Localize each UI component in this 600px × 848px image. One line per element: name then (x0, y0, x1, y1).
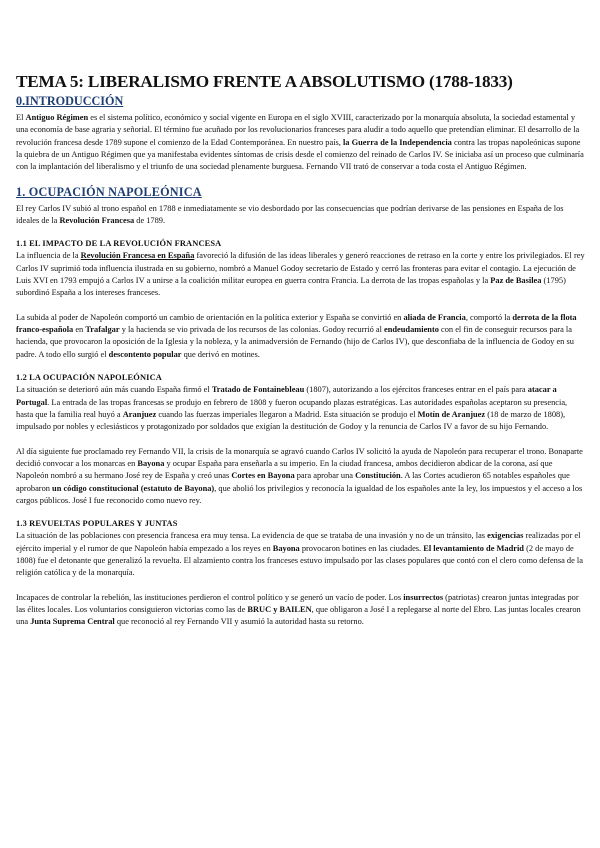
document-title: TEMA 5: LIBERALISMO FRENTE A ABSOLUTISMO (1788-1833) (16, 72, 513, 91)
text-run: cuando las fuerzas imperiales llegaron a Madrid. Esta situación se produjo el (156, 409, 418, 419)
paragraph-revueltas-1 (16, 530, 586, 579)
bold-term: Bayona (137, 458, 165, 468)
bold-term: Trafalgar (85, 325, 120, 335)
text-run: en (73, 325, 86, 335)
bold-term: endeudamiento (384, 325, 439, 335)
document-page (16, 72, 586, 629)
bold-term: Tratado de Fontainebleau (211, 385, 305, 395)
heading-ocupacion: 1.2 LA OCUPACIÓN NAPOLEÓNICA (16, 373, 162, 383)
paragraph-ocupacion-1 (16, 384, 586, 433)
text-run: y ocupar España para enseñarla a su imperio. En la ciudad francesa, ambos decidieron abdicar de la corona, así que Napoleón nombró a su hermano José rey de España y creó unas (16, 458, 553, 481)
heading-introduccion: 0.INTRODUCCIÓN (16, 94, 124, 108)
text-run: . A las Cortes acudieron 65 notables españoles que aprobaron (16, 471, 570, 493)
text-run: favoreció la difusión de las ideas liberales y generó reacciones de retraso en la corte y entre los privilegiados. El rey Carlos IV suprimió toda influencia ilustrada en su gobierno, nombró a Manuel Godoy secretario de Estado y cerró las fronteras para evitar el contagio. La ejecución de Luis XVI en 1793 empujó a Carlos IV a unirse a la coalición militar europea en guerra contra Francia. La derrota de las tropas españolas y la (16, 251, 585, 286)
bold-term: la Guerra de la Independencia (342, 137, 452, 147)
bold-term: El levantamiento de Madrid (423, 543, 524, 553)
text-run: (1795) subordinó España a los intereses franceses. (16, 276, 566, 298)
bold-term: Paz de Basilea (490, 276, 542, 286)
text-run: de 1789. (134, 216, 166, 226)
paragraph-impacto-2 (16, 312, 586, 361)
bold-term: Antiguo Régimen (25, 113, 89, 122)
bold-term: Aranjuez (122, 409, 157, 419)
text-run: es el sistema político, económico y social vigente en Europa en el siglo XVIII, caracterizado por la monarquía absoluta, la sociedad estamental y una economía de base agraria y señorial. El término fue acuñado por los revolucionarios franceses para aludir a todo aquello que pretendían eliminar. El desarrollo de la revolución francesa desde 1789 supone el comienzo de la Edad Contemporánea. En nuestro país, (16, 113, 580, 147)
text-run: La subida al poder de Napoleón comportó un cambio de orientación en la política exterior y España se convirtió en (16, 312, 404, 322)
bold-term: Revolución Francesa en España (80, 251, 195, 261)
text-run: (1807), autorizando a los ejércitos franceses entrar en el país para (304, 385, 528, 395)
text-run: realizadas por el ejército imperial y el rumor de que Napoleón había empezado a los reyes en (16, 531, 581, 553)
text-run: , que obligaron a José I a replegarse al norte del Ebro. Las juntas locales crearon una (16, 604, 581, 627)
paragraph-intro (16, 112, 586, 174)
bold-term: derrota de la flota franco-española (16, 312, 577, 335)
heading-revueltas: 1.3 REVUELTAS POPULARES Y JUNTAS (16, 519, 178, 529)
bold-term: BRUC y BAILEN (247, 604, 312, 614)
bold-term: Bayona (272, 543, 300, 553)
bold-term: Constitución (355, 471, 401, 481)
bold-term: exigencias (487, 531, 524, 541)
text-run: Incapaces de controlar la rebelión, las instituciones perdieron el control político y se generó un vacío de poder. Los (16, 592, 404, 602)
bold-term: aliada de Francia (403, 312, 466, 322)
text-run: El (16, 113, 26, 122)
text-run: (patriotas) crearon juntas integradas por las élites locales. Los voluntarios consiguieron victorias como las de (16, 592, 579, 614)
bold-term: Motín de Aranjuez (417, 409, 486, 419)
text-run: El rey Carlos IV subió al trono español en 1788 e inmediatamente se vio desbordado por las consecuencias que podrían derivarse de las pensiones en España de los ideales de la (16, 203, 564, 226)
text-run: y la hacienda se vio privada de los recursos de las colonias. Godoy recurrió al (119, 325, 385, 335)
heading-impacto-revolucion: 1.1 EL IMPACTO DE LA REVOLUCIÓN FRANCESA (16, 239, 222, 249)
text-run: contra las tropas napoleónicas supone la quiebra de un Antiguo Régimen que ya manifestaba evidentes síntomas de crisis desde el comienzo del reinado de Carlos IV. Se iniciaba así un proceso que culminaría con la implantación del liberalismo y el triunfo de una sociedad plenamente burguesa. Fernando VII trató de conservar a toda costa el Antiguo Régimen. (16, 137, 584, 172)
bold-term: insurrectos (403, 592, 444, 602)
text-run: para aprobar una (294, 471, 356, 481)
text-run: (2 de mayo de 1808) fue el detonante que generalizó la revuelta. El alzamiento contra los franceses estuvo impulsado por las clases populares que contó con el clero como defensa de la religión católica y de la monarquía. (16, 543, 583, 578)
text-run: , comportó la (465, 312, 513, 322)
text-run: Al día siguiente fue proclamado rey Fernando VII, la crisis de la monarquía se agravó cuando Carlos IV solicitó la ayuda de Napoleón para recuperar el trono. Bonaparte decidió convocar a los monarcas en (16, 446, 583, 468)
text-run: . La entrada de las tropas francesas se produjo en febrero de 1808 y fueron ocupando plazas estratégicas. Las autoridades españolas aceptaron su presencia, hasta que la familia real huyó a (16, 397, 568, 419)
text-run: La situación se deterioró aún más cuando España firmó el (16, 385, 212, 395)
bold-term: atacar a Portugal (16, 385, 557, 407)
bold-term: un código constitucional (estatuto de Bayona) (52, 483, 215, 493)
text-run: (18 de marzo de 1808), impulsado por nobles y eclesiásticos y protagonizado por soldados que exigían la destitución de Godoy y la renuncia de Carlos IV a favor de su hijo Fernando. (16, 409, 566, 432)
bold-term: Junta Suprema Central (30, 617, 115, 627)
text-run: , que abolió los privilegios y reconocía la igualdad de los españoles ante la ley, los impuestos y el acceso a los cargos públicos. José I fue reconocido como nuevo rey. (16, 483, 583, 505)
paragraph-revueltas-2 (16, 592, 586, 629)
text-run: que derivó en motines. (181, 349, 260, 359)
paragraph-section1 (16, 203, 586, 228)
bold-term: Cortes en Bayona (231, 471, 295, 481)
paragraph-ocupacion-2 (16, 446, 586, 508)
bold-term: descontento popular (108, 349, 182, 359)
text-run: La influencia de la (16, 251, 81, 261)
heading-ocupacion-napoleonica: 1. OCUPACIÓN NAPOLEÓNICA (16, 184, 202, 199)
text-run: provocaron botines en las ciudades. (299, 543, 424, 553)
bold-term: Revolución Francesa (59, 216, 135, 226)
paragraph-impacto-1 (16, 250, 586, 299)
text-run: que reconoció al rey Fernando VII y asumió la autoridad hasta su retorno. (114, 617, 364, 627)
text-run: con el fin de conseguir recursos para la hacienda, que provocaron la oposición de la Iglesia y la nobleza, y la animadversión de Fernando (hijo de Carlos IV), que desconfiaba de la influencia de Godoy en su padre. A todo ello surgió el (16, 325, 574, 359)
text-run: La situación de las poblaciones con presencia francesa era muy tensa. La evidencia de que se trataba de una invasión y no de un tránsito, las (16, 531, 488, 541)
